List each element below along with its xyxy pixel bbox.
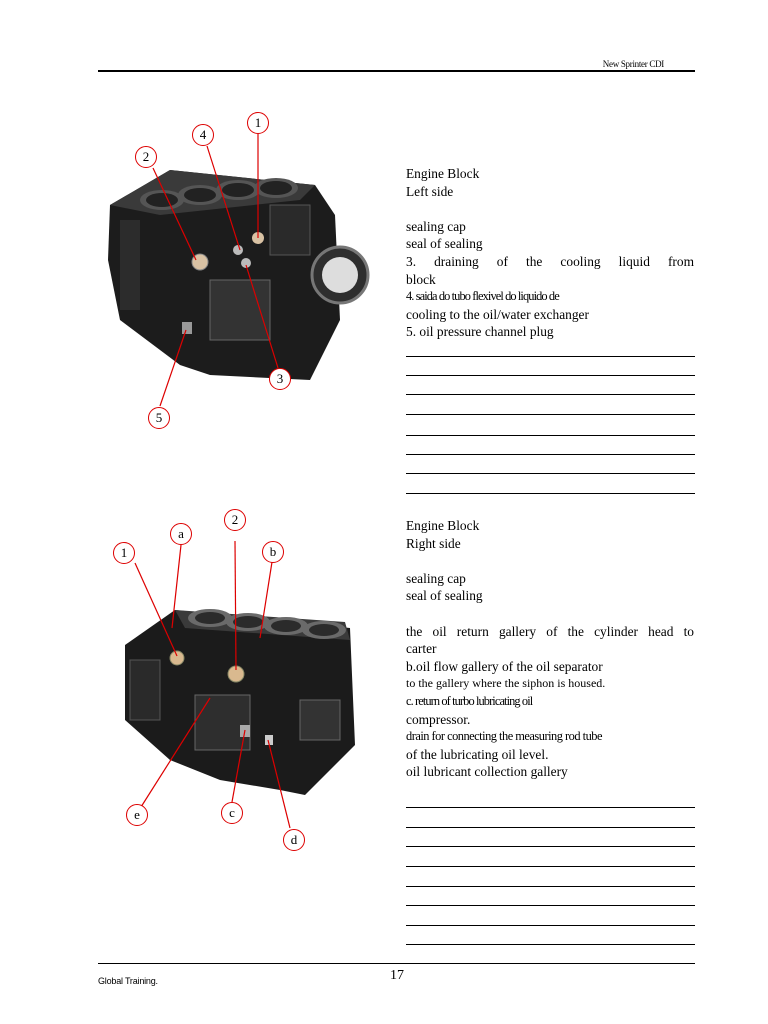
note-line xyxy=(406,944,695,945)
callout-a-right: a xyxy=(170,523,192,545)
section-right-line: sealing cap xyxy=(406,570,466,586)
section-left-subtitle: Left side xyxy=(406,183,454,199)
section-left-line: seal of sealing xyxy=(406,236,483,252)
callout-2-right: 2 xyxy=(224,509,246,531)
section-left-line: cooling to the oil/water exchanger xyxy=(406,306,589,322)
section-left-line: 4. saida do tubo flexivel do liquido de xyxy=(406,289,559,304)
section-right-text xyxy=(406,517,694,781)
section-right-line: c. return of turbo lubricating oil xyxy=(406,693,533,708)
section-right-line: of the lubricating oil level. xyxy=(406,746,549,762)
header-rule xyxy=(98,70,695,72)
section-right-line: seal of sealing xyxy=(406,588,483,604)
note-line xyxy=(406,886,695,887)
section-left-line: block xyxy=(406,271,436,287)
callout-b-right: b xyxy=(262,541,284,563)
callout-3-left: 3 xyxy=(269,368,291,390)
section-left-line: sealing cap xyxy=(406,218,466,234)
section-right-line: b.oil flow gallery of the oil separator xyxy=(406,658,603,674)
note-line xyxy=(406,807,695,808)
section-left-line: 5. oil pressure channel plug xyxy=(406,324,554,340)
section-left-title: Engine Block xyxy=(406,166,480,181)
footer-rule xyxy=(98,963,695,964)
section-right-line: to the gallery where the siphon is housed. xyxy=(406,676,606,691)
section-right-line: drain for connecting the measuring rod tube xyxy=(406,729,602,744)
section-right-line: oil lubricant collection gallery xyxy=(406,764,568,780)
section-right-line: compressor. xyxy=(406,711,471,727)
note-line xyxy=(406,394,695,395)
running-header: New Sprinter CDI xyxy=(602,59,664,69)
section-right-subtitle: Right side xyxy=(406,535,461,551)
callout-1-right: 1 xyxy=(113,542,135,564)
callout-4-left: 4 xyxy=(192,124,214,146)
section-right-line: carter xyxy=(406,641,437,657)
note-line xyxy=(406,435,695,436)
callout-1-left: 1 xyxy=(247,112,269,134)
note-line xyxy=(406,356,695,357)
note-line xyxy=(406,454,695,455)
page-number: 17 xyxy=(390,968,404,983)
note-line xyxy=(406,925,695,926)
section-left-line: 3. draining of the cooling liquid from xyxy=(406,253,694,269)
callout-2-left: 2 xyxy=(135,146,157,168)
note-line xyxy=(406,846,695,847)
section-left-text xyxy=(406,165,694,341)
footer-org: Global Training. xyxy=(98,976,158,986)
note-line xyxy=(406,493,695,494)
note-line xyxy=(406,473,695,474)
callout-5-left: 5 xyxy=(148,407,170,429)
callout-d-right: d xyxy=(283,829,305,851)
callout-c-right: c xyxy=(221,802,243,824)
section-right-line: the oil return gallery of the cylinder head to xyxy=(406,623,694,639)
note-line xyxy=(406,866,695,867)
note-line xyxy=(406,827,695,828)
callout-e-right: e xyxy=(126,804,148,826)
engine-block-right-figure xyxy=(100,510,380,850)
note-line xyxy=(406,905,695,906)
note-line xyxy=(406,414,695,415)
note-line xyxy=(406,375,695,376)
section-right-title: Engine Block xyxy=(406,518,480,533)
